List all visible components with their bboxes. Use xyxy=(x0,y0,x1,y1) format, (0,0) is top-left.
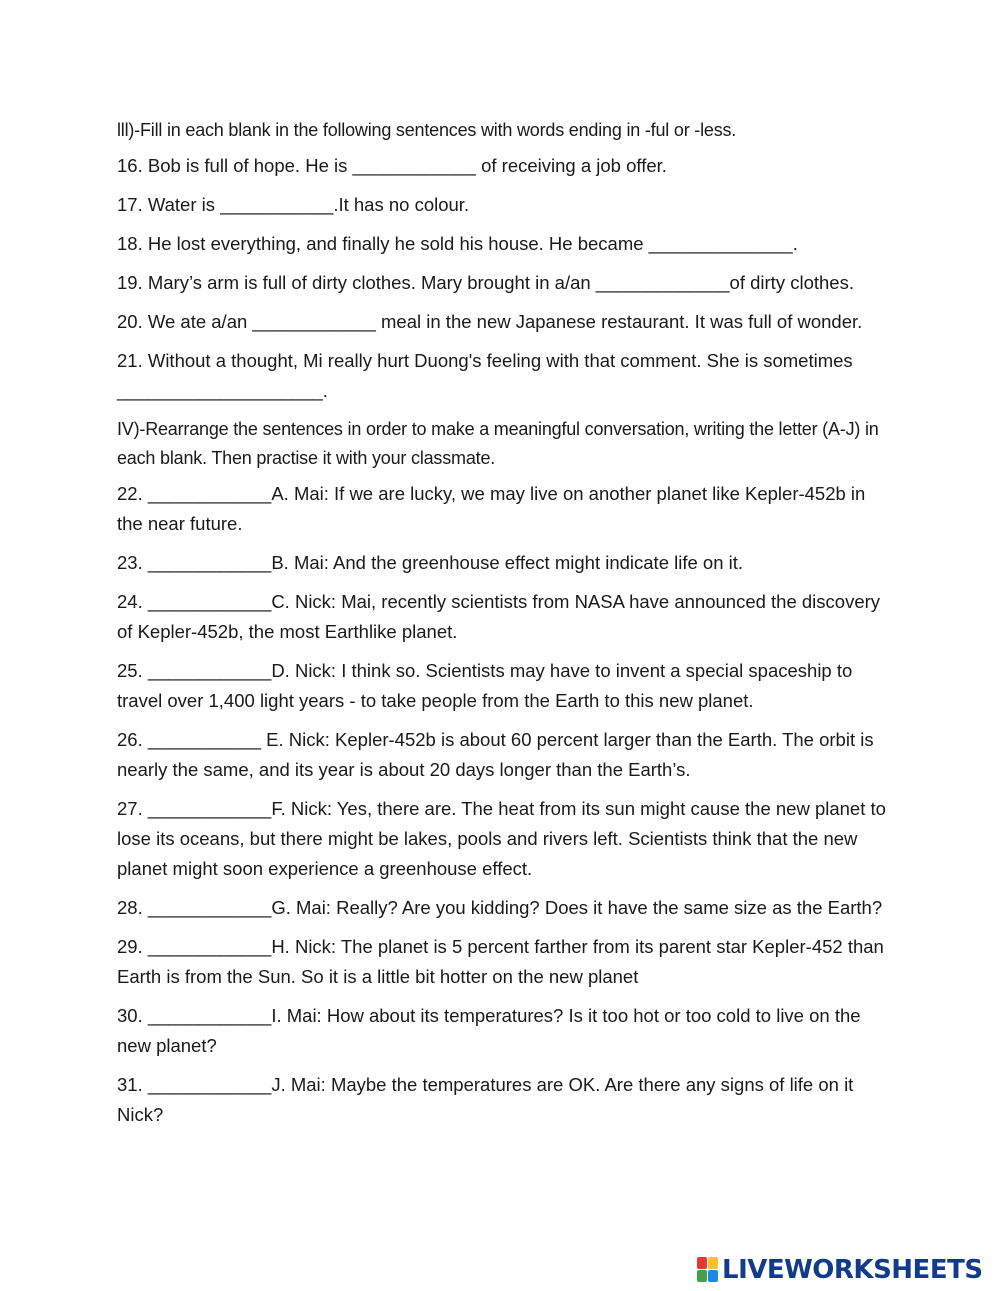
question-22: 22. ____________A. Mai: If we are lucky, we may live on another planet like Kepler-452b in the near future. xyxy=(117,483,866,534)
question-28: 28. ____________G. Mai: Really? Are you kidding? Does it have the same size as the Earth? xyxy=(117,897,883,918)
question-19: 19. Mary’s arm is full of dirty clothes. Mary brought in a/an _____________of dirty clothes. xyxy=(117,272,854,293)
liveworksheets-logo-icon xyxy=(697,1257,719,1283)
question-30: 30. ____________I. Mai: How about its temperatures? Is it too hot or too cold to live on the new planet? xyxy=(117,1005,861,1056)
question-21: 21. Without a thought, Mi really hurt Duong's feeling with that comment. She is sometimes ____________________. xyxy=(117,350,853,401)
question-25: 25. ____________D. Nick: I think so. Scientists may have to invent a special spaceship to travel over 1,400 light years - to take people from the Earth to this new planet. xyxy=(117,660,853,711)
question-29: 29. ____________H. Nick: The planet is 5 percent farther from its parent star Kepler-452 than Earth is from the Sun. So it is a little bit hotter on the new planet xyxy=(117,936,884,987)
liveworksheets-logo-text: LIVEWORKSHEETS xyxy=(722,1255,983,1285)
section-4-heading: IV)-Rearrange the sentences in order to make a meaningful conversation, writing the letter (A-J) in each blank. Then practise it with your classmate. xyxy=(117,419,879,468)
worksheet-page xyxy=(117,116,887,1139)
question-24: 24. ____________C. Nick: Mai, recently scientists from NASA have announced the discovery of Kepler-452b, the most Earthlike planet. xyxy=(117,591,881,642)
liveworksheets-logo xyxy=(697,1255,983,1285)
question-16: 16. Bob is full of hope. He is ____________ of receiving a job offer. xyxy=(117,155,667,176)
question-26: 26. ___________ E. Nick: Kepler-452b is about 60 percent larger than the Earth. The orbit is nearly the same, and its year is about 20 days longer than the Earth’s. xyxy=(117,729,874,780)
section-3-heading: lll)-Fill in each blank in the following sentences with words ending in -ful or -less. xyxy=(117,120,737,140)
question-23: 23. ____________B. Mai: And the greenhouse effect might indicate life on it. xyxy=(117,552,744,573)
question-18: 18. He lost everything, and finally he sold his house. He became ______________. xyxy=(117,233,798,254)
question-31: 31. ____________J. Mai: Maybe the temperatures are OK. Are there any signs of life on it Nick? xyxy=(117,1074,854,1125)
question-20: 20. We ate a/an ____________ meal in the new Japanese restaurant. It was full of wonder. xyxy=(117,311,863,332)
question-27: 27. ____________F. Nick: Yes, there are. The heat from its sun might cause the new planet to lose its oceans, but there might be lakes, pools and rivers left. Scientists think that the new planet might soon experience a greenhouse effect. xyxy=(117,798,886,879)
question-17: 17. Water is ___________.It has no colour. xyxy=(117,194,470,215)
